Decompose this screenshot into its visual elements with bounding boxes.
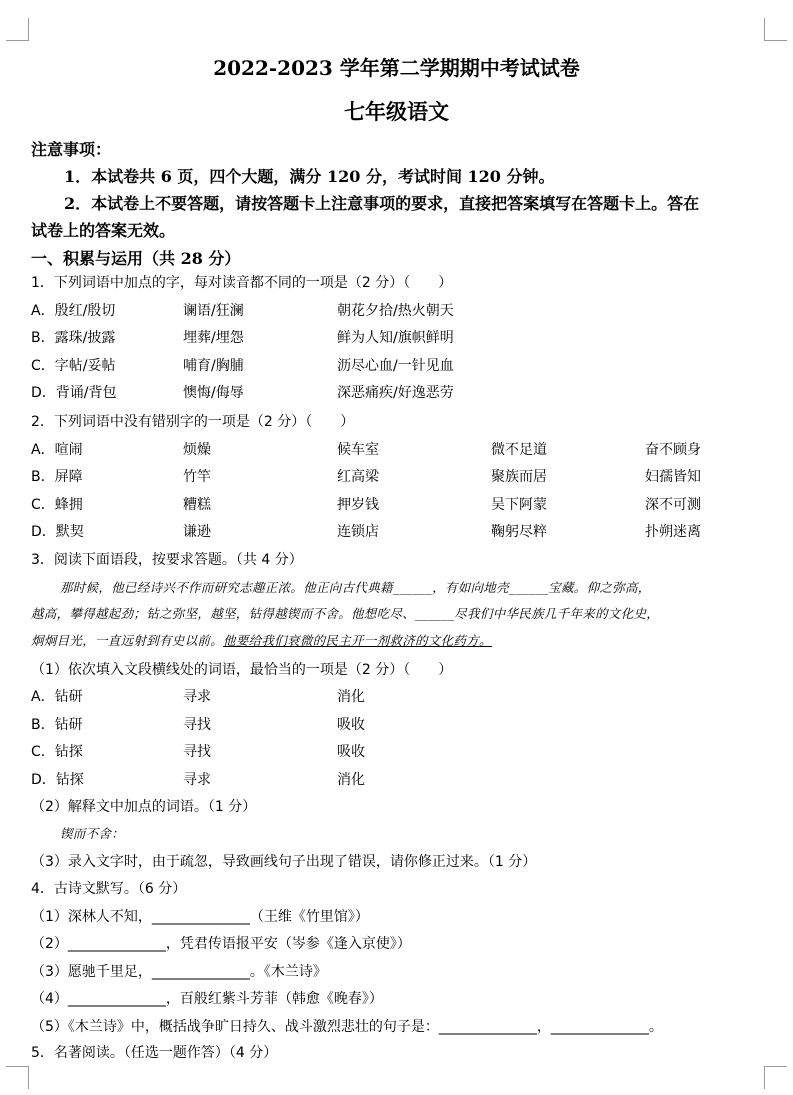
- q4-line-4: （4）______________，百般红紫斗芳菲（韩愈《晚春》）: [31, 991, 383, 1007]
- q3-sub2-word: 锲而不舍：: [60, 826, 125, 841]
- section-1-heading: 一、积累与运用（共 28 分）: [31, 249, 241, 268]
- notice-item-2-line-1: 2．本试卷上不要答题，请按答题卡上注意事项的要求，直接把答案填写在答题卡上。答在: [64, 194, 700, 213]
- notice-item-2-line-2: 试卷上的答案无效。: [31, 221, 176, 240]
- q4-line-2: （2）______________，凭君传语报平安（岑参《逢入京使》）: [31, 936, 411, 952]
- q3-sub1-stem: （1）依次填入文段横线处的词语，最恰当的一项是（2 分）（ ）: [31, 662, 453, 678]
- q3-stem: 3．阅读下面语段，按要求答题。（共 4 分）: [31, 552, 303, 568]
- exam-subtitle: 七年级语文: [344, 99, 449, 124]
- notice-item-1: 1．本试卷共 6 页，四个大题，满分 120 分，考试时间 120 分钟。: [64, 167, 555, 186]
- crop-mark-bottom-left: [6, 1066, 29, 1089]
- q4-line-1: （1）深林人不知，______________（王维《竹里馆》）: [31, 909, 369, 925]
- q1-stem: 1．下列词语中加点的字，每对读音都不同的一项是（2 分）（ ）: [31, 275, 453, 291]
- crop-mark-bottom-right: [764, 1066, 787, 1089]
- crop-mark-top-right: [764, 18, 787, 41]
- crop-mark-top-left: [6, 18, 29, 41]
- exam-title: 2022-2023 学年第二学期期中考试试卷: [213, 56, 580, 80]
- q3-sub3-stem: （3）录入文字时，由于疏忽，导致画线句子出现了错误，请你修正过来。（1 分）: [31, 854, 537, 870]
- q4-line-3: （3）愿驰千里足，______________。《木兰诗》: [31, 964, 327, 980]
- q4-stem: 4．古诗文默写。（6 分）: [31, 881, 187, 897]
- q3-underlined-sentence: 他要给我们衰微的民主开一剂救济的文化药方。: [223, 633, 492, 648]
- q3-sub2-stem: （2）解释文中加点的词语。（1 分）: [31, 799, 257, 815]
- q3-passage-line-1: 那时候，他已经诗兴不作而研究志趣正浓。他正向古代典籍______，有如向地壳______宝藏。仰之弥高，: [60, 580, 651, 595]
- q2-stem: 2．下列词语中没有错别字的一项是（2 分）（ ）: [31, 414, 355, 430]
- q5-stem: 5．名著阅读。（任选一题作答）（4 分）: [31, 1045, 278, 1061]
- q4-line-5: （5）《木兰诗》中，概括战争旷日持久、战斗激烈悲壮的句子是：______________，______________。: [31, 1019, 663, 1035]
- q3-passage-line-2: 越高，攀得越起劲；钻之弥坚，越坚，钻得越锲而不舍。他想吃尽、______尽我们中华民族几千年来的文化史，: [31, 606, 660, 621]
- q3-passage-line-3: 炯炯目光，一直远射到有史以前。他要给我们衰微的民主开一剂救济的文化药方。: [31, 633, 492, 648]
- notice-heading: 注意事项：: [31, 140, 112, 159]
